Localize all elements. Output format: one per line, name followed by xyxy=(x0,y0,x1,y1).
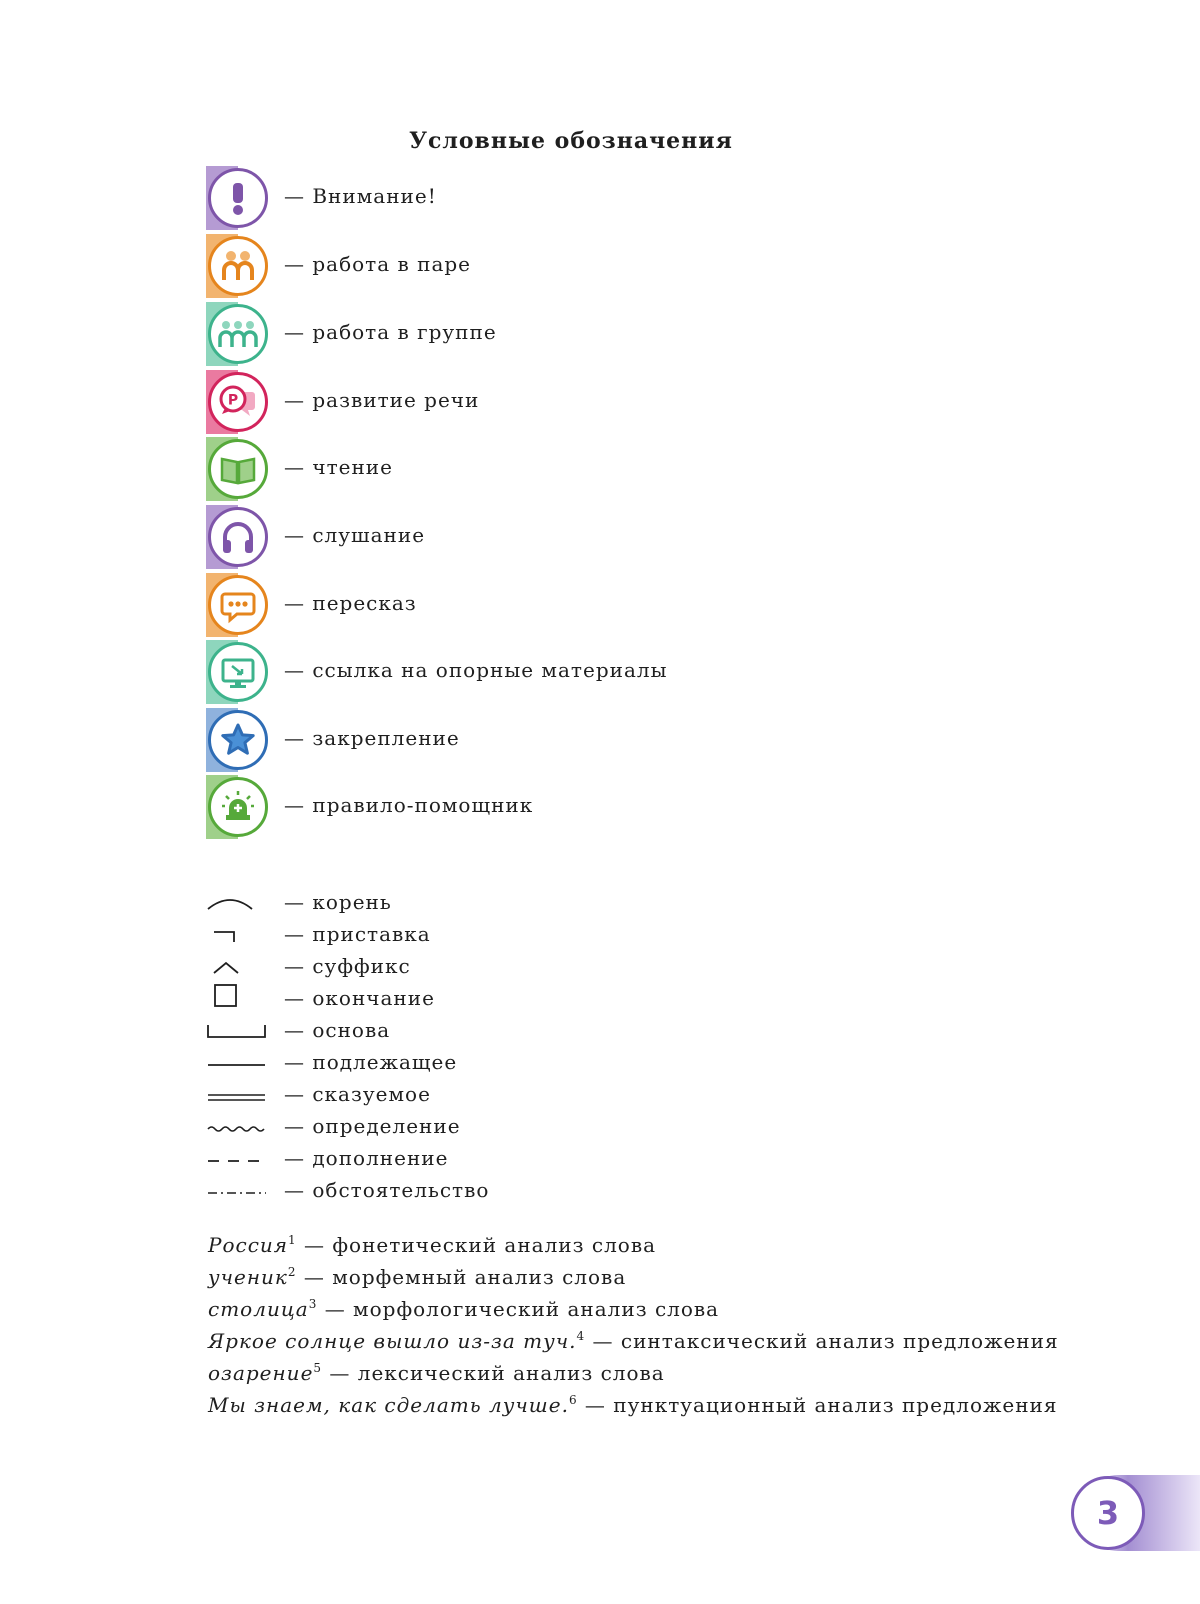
symbol-label: — основа xyxy=(284,1018,391,1042)
legend-helper-rule xyxy=(206,775,806,839)
legend-label: — слушание xyxy=(284,523,426,547)
analysis-description: — пунктуационный анализ предложения xyxy=(577,1393,1058,1417)
headphones-icon xyxy=(206,505,270,569)
legend-attention xyxy=(206,166,806,230)
legend-label: — закрепление xyxy=(284,726,460,750)
symbol-label: — подлежащее xyxy=(284,1050,458,1074)
symbol-predicate xyxy=(206,1079,806,1109)
analysis-description: — морфемный анализ слова xyxy=(296,1265,627,1289)
symbol-label: — сказуемое xyxy=(284,1082,431,1106)
symbol-subject xyxy=(206,1047,806,1077)
analysis-punctuation xyxy=(208,1393,1058,1417)
symbol-label: — определение xyxy=(284,1114,461,1138)
speech-bubble-icon xyxy=(206,370,270,434)
analysis-number: 2 xyxy=(287,1265,297,1279)
wavy-line-icon xyxy=(206,1111,268,1141)
symbol-prefix xyxy=(206,919,806,949)
legend-label: — пересказ xyxy=(284,591,417,615)
chat-icon xyxy=(206,573,270,637)
analysis-number: 5 xyxy=(313,1361,323,1375)
analysis-example: Россия xyxy=(208,1233,289,1257)
symbol-attribute xyxy=(206,1111,806,1141)
analysis-description: — лексический анализ слова xyxy=(322,1361,665,1385)
analysis-example: ученик xyxy=(208,1265,288,1289)
analysis-description: — синтаксический анализ предложения xyxy=(585,1329,1059,1353)
page-number: 3 xyxy=(1071,1476,1145,1550)
legend-label: — правило-помощник xyxy=(284,793,534,817)
symbol-root xyxy=(206,887,806,917)
analysis-number: 3 xyxy=(308,1297,318,1311)
siren-icon xyxy=(206,775,270,839)
analysis-description: — фонетический анализ слова xyxy=(296,1233,657,1257)
analysis-example: столица xyxy=(208,1297,309,1321)
speech-letter: Р xyxy=(227,392,239,409)
stem-bracket-icon xyxy=(206,1015,268,1045)
double-line-icon xyxy=(206,1079,268,1109)
analysis-morphemic xyxy=(208,1265,626,1289)
legend-label: — чтение xyxy=(284,455,393,479)
page-title: Условные обозначения xyxy=(409,128,733,154)
analysis-phonetic xyxy=(208,1233,656,1257)
group-work-icon xyxy=(206,302,270,366)
symbol-adverbial xyxy=(206,1175,806,1205)
analysis-number: 4 xyxy=(576,1329,586,1343)
symbol-suffix xyxy=(206,951,806,981)
legend-label: — работа в паре xyxy=(284,252,472,276)
legend-pair-work xyxy=(206,234,806,298)
legend-label: — Внимание! xyxy=(284,184,437,208)
legend-label: — ссылка на опорные материалы xyxy=(284,658,668,682)
star-icon xyxy=(206,708,270,772)
ending-box-icon xyxy=(206,983,268,1013)
symbol-label: — окончание xyxy=(284,986,435,1010)
symbol-label: — приставка xyxy=(284,922,431,946)
analysis-syntactic xyxy=(208,1329,1059,1353)
symbol-label: — корень xyxy=(284,890,392,914)
legend-label: — работа в группе xyxy=(284,320,497,344)
pair-work-icon xyxy=(206,234,270,298)
dash-dot-line-icon xyxy=(206,1175,268,1205)
monitor-icon xyxy=(206,640,270,704)
analysis-example: Яркое солнце вышло из-за туч. xyxy=(208,1329,577,1353)
suffix-caret-icon xyxy=(206,951,268,981)
analysis-example: озарение xyxy=(208,1361,314,1385)
exclamation-icon xyxy=(206,166,270,230)
analysis-lexical xyxy=(208,1361,665,1385)
symbol-label: — обстоятельство xyxy=(284,1178,490,1202)
symbol-label: — суффикс xyxy=(284,954,411,978)
legend-retelling xyxy=(206,573,806,637)
analysis-number: 1 xyxy=(288,1233,297,1247)
legend-label: — развитие речи xyxy=(284,388,480,412)
analysis-morphological xyxy=(208,1297,719,1321)
analysis-number: 6 xyxy=(568,1393,578,1407)
symbol-stem xyxy=(206,1015,806,1045)
legend-consolidation xyxy=(206,708,806,772)
legend-reading xyxy=(206,437,806,501)
legend-group-work xyxy=(206,302,806,366)
prefix-corner-icon xyxy=(206,919,268,949)
book-icon xyxy=(206,437,270,501)
root-arc-icon xyxy=(206,887,268,917)
dashed-line-icon xyxy=(206,1143,268,1173)
symbol-label: — дополнение xyxy=(284,1146,449,1170)
single-line-icon xyxy=(206,1047,268,1077)
symbol-ending xyxy=(206,983,806,1013)
analysis-description: — морфологический анализ слова xyxy=(317,1297,720,1321)
legend-reference xyxy=(206,640,806,704)
analysis-example: Мы знаем, как сделать лучше. xyxy=(208,1393,569,1417)
legend-speech xyxy=(206,370,806,434)
legend-listening xyxy=(206,505,806,569)
symbol-object xyxy=(206,1143,806,1173)
